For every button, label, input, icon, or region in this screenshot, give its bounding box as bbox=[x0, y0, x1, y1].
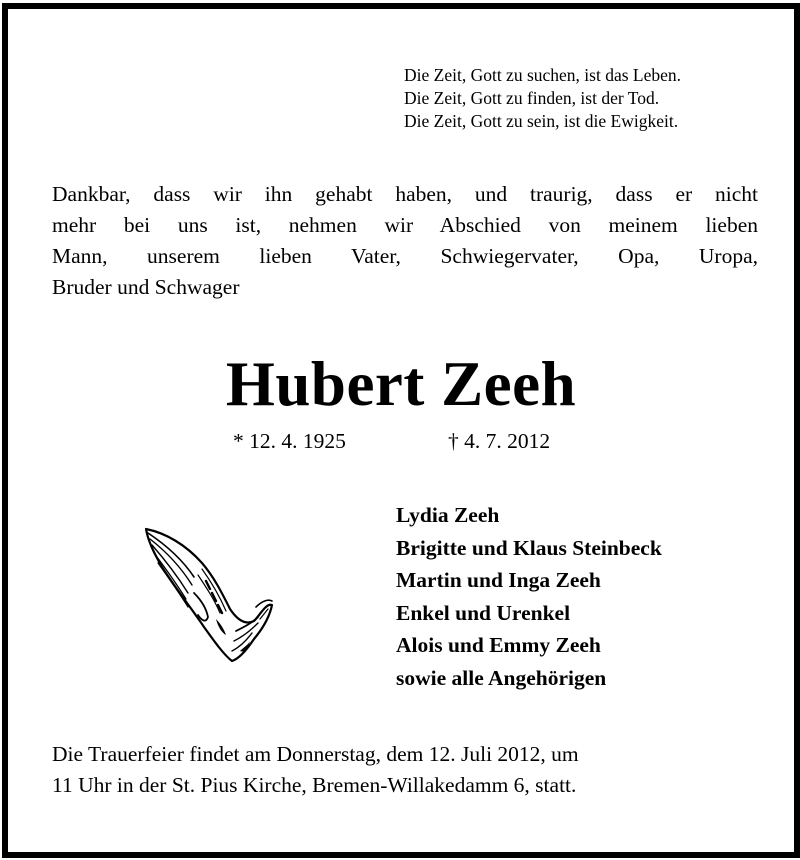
deceased-name: Hubert Zeeh bbox=[225, 349, 577, 419]
mourner-line: Enkel und Urenkel bbox=[396, 600, 571, 625]
motto-verse bbox=[349, 64, 749, 133]
mourner-line: Brigitte und Klaus Steinbeck bbox=[396, 535, 662, 560]
death-date: † 4. 7. 2012 bbox=[448, 429, 551, 453]
motto-line: Die Zeit, Gott zu suchen, ist das Leben. bbox=[404, 65, 682, 85]
mourner-line: Lydia Zeeh bbox=[396, 503, 500, 527]
motto-line: Die Zeit, Gott zu sein, ist die Ewigkeit. bbox=[404, 111, 679, 131]
mourner-line: sowie alle Angehörigen bbox=[396, 665, 607, 690]
closing-line: Die Trauerfeier findet am Donnerstag, dem 12. Juli 2012, um bbox=[52, 742, 579, 766]
funeral-service-info bbox=[52, 739, 758, 801]
intro-line: Dankbar, dass wir ihn gehabt haben, und traurig, dass er nicht bbox=[52, 182, 758, 206]
birth-date: * 12. 4. 1925 bbox=[233, 429, 346, 453]
motto-line: Die Zeit, Gott zu finden, ist der Tod. bbox=[404, 88, 660, 108]
intro-line: Bruder und Schwager bbox=[52, 275, 240, 299]
mourners-list bbox=[396, 499, 662, 694]
mourner-line: Martin und Inga Zeeh bbox=[396, 568, 601, 592]
closing-line: 11 Uhr in der St. Pius Kirche, Bremen-Willakedamm 6, statt. bbox=[52, 773, 577, 797]
praying-hands-icon bbox=[136, 523, 276, 665]
intro-line: Mann, unserem lieben Vater, Schwiegervater, Opa, Uropa, bbox=[52, 244, 758, 268]
intro-paragraph bbox=[52, 179, 758, 303]
intro-line: mehr bei uns ist, nehmen wir Abschied von meinem lieben bbox=[52, 213, 758, 237]
mourner-line: Alois und Emmy Zeeh bbox=[396, 633, 601, 657]
obituary-notice bbox=[2, 3, 800, 858]
